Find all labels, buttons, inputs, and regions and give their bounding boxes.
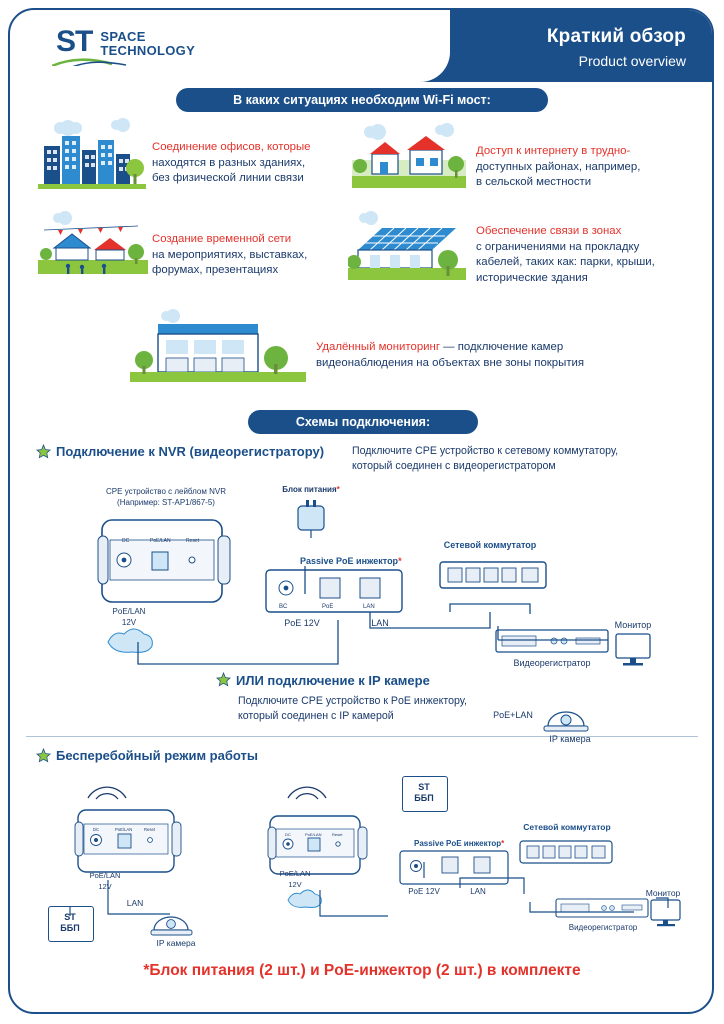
city-buildings-illustration (38, 116, 146, 194)
header-title (547, 26, 686, 69)
cpe-label (86, 486, 246, 508)
cpe-port-label-ups-left-l2: 12V (98, 882, 112, 891)
ups-box-2-l2: ББП (414, 793, 434, 803)
cpe-port-label-ups-right-l2: 12V (288, 880, 302, 889)
power-supply-label-text: Блок питания (282, 485, 337, 494)
star-icon-ipcam (216, 672, 231, 692)
scheme-nvr-note-l2: который соединен с видеорегистратором (352, 459, 556, 472)
cpe-label-l2: (Например: ST-AP1/867-5) (117, 498, 215, 507)
cpe-port-label-ups-right-l1: PoE/LAN (279, 869, 311, 878)
svg-text:PoE/LAN: PoE/LAN (305, 832, 322, 837)
situation-4-line3: кабелей, таких как: парки, крыши, (476, 256, 655, 268)
logo-subtitle: SPACE TECHNOLOGY (100, 29, 196, 58)
svg-text:Reset: Reset (186, 538, 200, 544)
logo-st-text: ST (56, 25, 93, 58)
scheme-ipcam-note-l2: который соединен с IP камерой (238, 709, 394, 722)
star-icon-ups (36, 748, 51, 768)
situation-4-line4: исторические здания (476, 271, 588, 284)
power-supply-star: * (336, 485, 340, 494)
ups-box-2-text (402, 782, 446, 804)
situation-text-5 (316, 340, 616, 371)
scheme-nvr-note-l1: Подключите CPE устройство к сетевому коммутатору, (352, 445, 619, 457)
situation-2-line3: в сельской местности (476, 176, 592, 188)
cpe-port-label-ups-left-l1: PoE/LAN (89, 871, 121, 880)
header-title-ru: Краткий обзор (546, 26, 686, 47)
logo (56, 25, 196, 58)
situation-text-2 (476, 144, 686, 191)
svg-text:Reset: Reset (332, 832, 343, 837)
poe-injector-label-ups-text: Passive PoE инжектор (414, 839, 502, 848)
nvr-recorder-label: Видеорегистратор (513, 658, 591, 668)
ups-box-2-l1: ST (418, 782, 430, 792)
power-adapter-icon (290, 496, 334, 540)
situation-5-line1b: — подключение камер (443, 341, 564, 353)
svg-text:LAN: LAN (363, 604, 375, 610)
cpe-port-label-l1: PoE/LAN (112, 607, 146, 616)
lan-label-ups: LAN (470, 887, 486, 896)
lan-label-ups-left: LAN (126, 898, 144, 908)
scheme-ipcam-title: ИЛИ подключение к IP камере (236, 673, 430, 688)
svg-text:PoE: PoE (322, 604, 334, 610)
poe-injector-star: * (398, 556, 402, 566)
ups-box-1-l2: ББП (60, 923, 80, 933)
cpe-label-l1: CPE устройство с лейблом NVR (106, 487, 226, 496)
ip-camera-device-1 (540, 700, 600, 734)
scheme-ups-title: Бесперебойный режим работы (56, 748, 258, 763)
svg-text:PoE/LAN: PoE/LAN (150, 538, 171, 544)
star-icon-nvr (36, 444, 51, 464)
banner-schemes: Схемы подключения: (248, 410, 478, 434)
warehouse-illustration (130, 306, 306, 384)
nvr-wiring (120, 560, 660, 680)
situation-2-line2: доступных районах, например, (476, 160, 641, 173)
situation-text-4 (476, 224, 692, 286)
switch-label-ups: Сетевой коммутатор (523, 822, 611, 832)
poe-injector-label-text: Passive PoE инжектор (300, 556, 399, 566)
poe-12v-label-ups: PoE 12V (408, 887, 440, 896)
switch-label: Сетевой коммутатор (443, 540, 537, 550)
monitor-label-ups: Монитор (645, 888, 681, 898)
logo-swoosh-icon (52, 56, 130, 66)
situation-5-red: Удалённый мониторинг (316, 341, 440, 353)
situation-3-red: Создание временной сети (152, 233, 292, 245)
situation-2-red: Доступ к интернету в трудно- (476, 145, 631, 157)
solar-roof-illustration (348, 208, 466, 288)
monitor-label: Монитор (614, 620, 652, 630)
situation-4-line2: с ограничениями на прокладку (476, 240, 640, 253)
situation-3-line3: форумах, презентациях (152, 264, 279, 276)
situation-1-red: Соединение офисов, которые (152, 141, 311, 153)
footer-note: *Блок питания (2 шт.) и PoE-инжектор (2 шт.) в комплекте (143, 962, 581, 979)
situation-4-red: Обеспечение связи в зонах (476, 225, 622, 237)
power-supply-label (266, 484, 356, 495)
ip-camera-label-1: IP камера (549, 734, 591, 744)
scheme-ipcam-note-l1: Подключите CPE устройство к PoE инжектору, (238, 695, 467, 707)
poe-12v-label: PoE 12V (284, 618, 320, 628)
scheme-nvr-title: Подключение к NVR (видеорегистратору) (56, 444, 325, 459)
header-title-en: Product overview (578, 53, 686, 69)
situation-text-3 (152, 232, 342, 279)
wifi-signal-icon-2 (284, 778, 330, 802)
lan-label-nvr: LAN (371, 618, 389, 628)
cpe-port-label-l2: 12V (121, 618, 137, 627)
event-tents-illustration (38, 208, 148, 284)
ip-camera-label-2: IP камера (156, 938, 196, 948)
svg-text:DC: DC (93, 827, 100, 832)
situation-1-line3: без физической линии связи (152, 172, 304, 184)
situation-5-line2: видеонаблюдения на объектах вне зоны покрытия (316, 356, 585, 369)
poe-injector-ups-star: * (501, 839, 505, 848)
poe-lan-cable-label: PoE+LAN (493, 710, 533, 720)
situation-text-1 (152, 140, 342, 187)
situation-3-line2: на мероприятиях, выставках, (152, 248, 308, 261)
banner-situations: В каких ситуациях необходим Wi-Fi мост: (176, 88, 548, 112)
svg-text:DC: DC (122, 538, 130, 544)
situation-1-line2: находятся в разных зданиях, (152, 156, 306, 169)
svg-text:BC: BC (279, 604, 288, 610)
svg-text:PoE/LAN: PoE/LAN (115, 827, 133, 832)
wifi-signal-icon-1 (84, 778, 130, 802)
svg-text:DC: DC (285, 832, 291, 837)
ups-box-1-l1: ST (64, 912, 76, 922)
section-divider (26, 736, 698, 737)
countryside-houses-illustration (352, 120, 466, 194)
scheme-nvr-note (352, 444, 652, 473)
svg-text:Reset: Reset (144, 827, 155, 832)
nvr-recorder-label-ups: Видеорегистратор (568, 923, 638, 932)
ups-wiring (60, 850, 680, 940)
